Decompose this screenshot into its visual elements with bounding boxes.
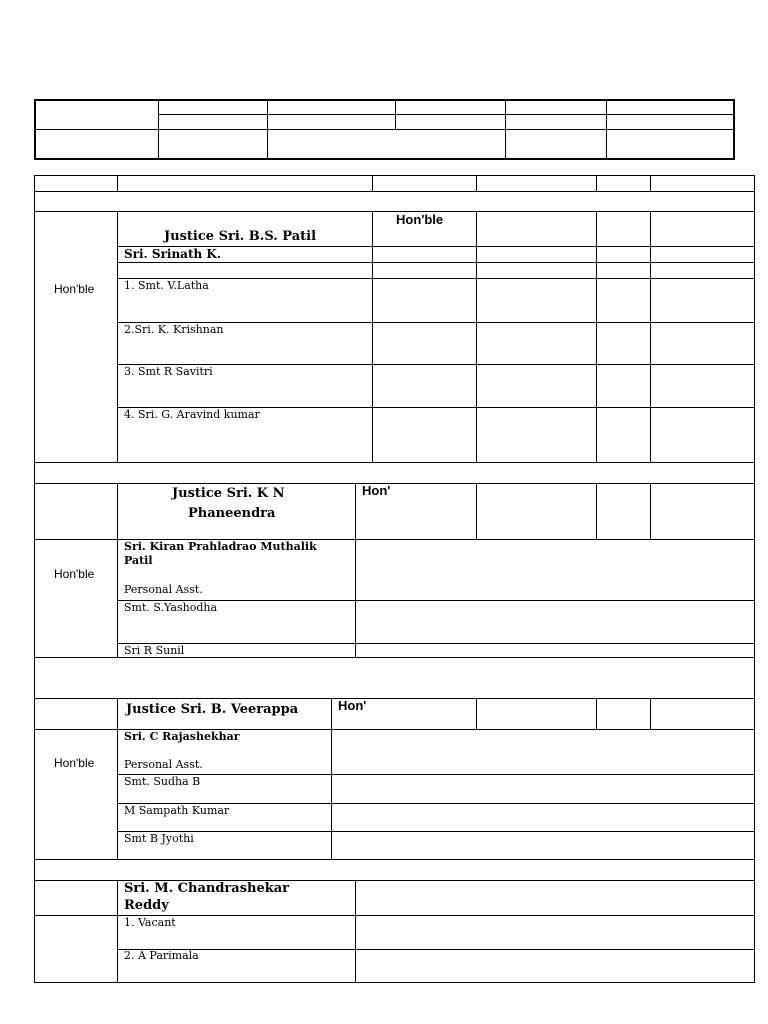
staff-member: 4. Sri. G. Aravind kumar [124, 408, 260, 421]
rule [34, 462, 755, 463]
rule [267, 99, 268, 160]
rule [117, 774, 755, 775]
rule [650, 211, 651, 463]
rule [476, 483, 477, 540]
rule [596, 211, 597, 463]
rule [34, 99, 735, 101]
staff-member: 2. A Parimala [124, 949, 199, 962]
role-label: Personal Asst. [124, 758, 203, 771]
rule [117, 211, 118, 463]
rule [505, 99, 506, 160]
rule [754, 175, 755, 983]
secretary-name: Sri. C Rajashekhar [124, 730, 240, 743]
rule [34, 175, 35, 983]
rule [117, 643, 755, 644]
rule [596, 698, 597, 730]
staff-member: 1. Smt. V.Latha [124, 279, 209, 292]
secretary-name: Sri. Kiran Prahladrao Muthalik [124, 540, 317, 553]
rule [158, 114, 734, 115]
rule [34, 657, 755, 658]
rule [355, 880, 356, 983]
rule [34, 99, 36, 160]
rule [650, 483, 651, 540]
staff-member: 3. Smt R Savitri [124, 365, 213, 378]
rule [117, 949, 755, 950]
honorific-label: Hon'ble [54, 282, 95, 296]
rule [650, 175, 651, 192]
rule [476, 698, 477, 730]
officer-name: Reddy [124, 898, 169, 913]
staff-member: Smt. Sudha B [124, 775, 201, 788]
secretary-name: Sri. Srinath K. [124, 247, 222, 261]
rule [34, 982, 755, 983]
judge-name: Justice Sri. K N [172, 486, 285, 501]
rule [34, 158, 735, 160]
rule [34, 483, 755, 484]
honorific-label: Hon'ble [54, 567, 95, 581]
role-label: Personal Asst. [124, 583, 203, 596]
rule [733, 99, 735, 160]
rule [117, 880, 118, 983]
rule [650, 698, 651, 730]
staff-member: 1. Vacant [124, 916, 176, 929]
rule [158, 99, 159, 160]
staff-member: Sri R Sunil [124, 644, 185, 657]
staff-member: M Sampath Kumar [124, 804, 230, 817]
rule [34, 698, 755, 699]
rule [34, 175, 755, 176]
header-note: Hon'ble [396, 212, 444, 227]
honorific-label: Hon'ble [54, 756, 95, 770]
rule [34, 129, 735, 130]
officer-name: Sri. M. Chandrashekar [124, 881, 290, 896]
rule [596, 483, 597, 540]
secretary-name: Patil [124, 554, 153, 567]
rule [117, 278, 755, 279]
rule [596, 175, 597, 192]
rule [117, 831, 755, 832]
staff-member: Smt. S.Yashodha [124, 601, 218, 614]
rule [34, 859, 755, 860]
rule [355, 483, 356, 658]
rule [476, 211, 477, 463]
rule [606, 99, 607, 160]
rule [117, 698, 118, 860]
rule [117, 175, 118, 192]
rule [331, 698, 332, 860]
rule [34, 211, 755, 212]
rule [34, 191, 755, 192]
rule [372, 175, 373, 192]
rule [476, 175, 477, 192]
staff-member: Smt B Jyothi [124, 832, 194, 845]
header-note: Hon' [338, 698, 367, 713]
judge-name: Phaneendra [188, 506, 276, 521]
judge-name: Justice Sri. B.S. Patil [164, 229, 317, 244]
header-note: Hon' [362, 483, 391, 498]
rule [372, 211, 373, 463]
staff-member: 2.Sri. K. Krishnan [124, 323, 224, 336]
rule [395, 99, 396, 130]
judge-name: Justice Sri. B. Veerappa [126, 702, 299, 717]
rule [117, 483, 118, 658]
rule [117, 262, 755, 263]
